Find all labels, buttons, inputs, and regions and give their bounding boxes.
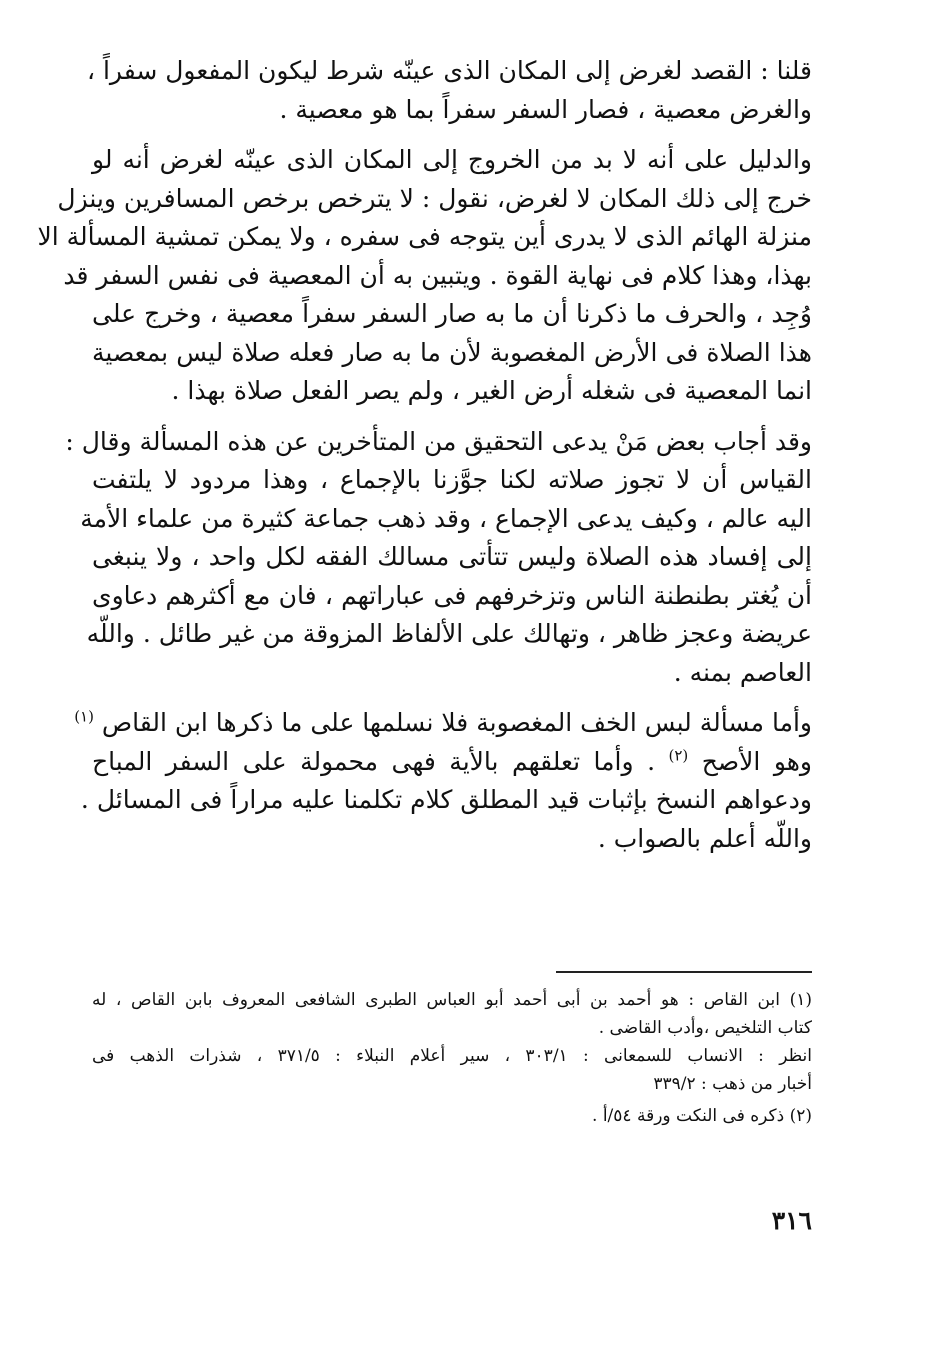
text-line: اليه عالم ، وكيف يدعى الإجماع ، وقد ذهب جماعة كثيرة من علماء الأمة	[80, 503, 812, 533]
text-line: انما المعصية فى شغله أرض الغير ، ولم يصر الفعل صلاة بهذا .	[171, 376, 812, 405]
text-line: وُجِد ، والحرف ما ذكرنا أن ما به صار السفر سفراً معصية ، وخرج على	[92, 299, 812, 328]
text-line: إلى إفساد هذه الصلاة وليس تتأتى مسالك الفقه لكل واحد ، ولا ينبغى	[92, 542, 812, 571]
paragraph-3	[65, 423, 812, 693]
text-line: ودعواهم النسخ بإثبات قيد المطلق كلام تكلمنا عليه مراراً فى المسائل .	[80, 785, 812, 814]
footnote-line: كتاب التلخيص ،وأدب القاضى .	[598, 1018, 812, 1038]
text-line: أن يُغتر بطنطنة الناس وتزخرفهم فى عباراتهم ، فان مع أكثرهم دعاوى	[92, 580, 812, 610]
text-line: القياس أن لا تجوز صلاته لكنا جوَّزنا بالإجماع ، وهذا مردود لا يلتفت	[92, 465, 812, 494]
footnote-line: (٢) ذكره فى النكت ورقة ٥٤/أ .	[592, 1106, 812, 1126]
text-line: بهذا، وهذا كلام فى نهاية القوة . ويتبين به أن المعصية فى نفس السفر قد	[63, 260, 812, 290]
footnote-ref-2[interactable]: (٢)	[668, 746, 689, 765]
text-line: هذا الصلاة فى الأرض المغصوبة لأن ما به صار فعله صلاة ليس بمعصية	[92, 337, 812, 367]
text-line: قلنا : القصد لغرض إلى المكان الذى عينّه شرط ليكون المفعول سفراً ،	[86, 56, 812, 85]
paragraph-2	[37, 141, 812, 411]
text-line: والغرض معصية ، فصار السفر سفراً بما هو معصية .	[279, 94, 812, 124]
text-line: والدليل على أنه لا بد من الخروج إلى المكان الذى عينّه لغرض أنه لو	[92, 145, 812, 174]
page-body	[37, 52, 812, 870]
footnote-line: انظر : الانساب للسمعانى : ٣٠٣/١ ، سير أعلام النبلاء : ٣٧١/٥ ، شذرات الذهب فى	[92, 1046, 812, 1066]
text-segment: وهو الأصح	[701, 746, 812, 776]
page-number: ٣١٦	[771, 1206, 812, 1235]
text-line	[92, 743, 812, 782]
footnote-line: أخبار من ذهب : ٣٣٩/٢	[653, 1074, 812, 1094]
footnote-2	[92, 1102, 812, 1130]
text-line: خرج إلى ذلك المكان لا لغرض، نقول : لا يترخص برخص المسافرين وينزل	[57, 183, 812, 213]
text-line: العاصم بمنه .	[673, 657, 812, 687]
text-line: واللّه أعلم بالصواب .	[597, 823, 812, 853]
footnote-divider	[556, 971, 812, 973]
text-line: وقد أجاب بعض مَنْ يدعى التحقيق من المتأخرين عن هذه المسألة وقال :	[65, 426, 812, 456]
text-segment: وأما مسألة لبس الخف المغصوبة فلا نسلمها على ما ذكرها ابن القاص	[101, 708, 812, 737]
text-line: منزلة الهائم الذى لا يدرى أين يتوجه فى سفره ، ولا يمكن تمشية المسألة الا	[37, 222, 812, 251]
paragraph-1	[86, 52, 812, 129]
footnote-1	[92, 986, 812, 1098]
footnote-ref-1[interactable]: (١)	[74, 707, 94, 726]
footnote-line: (١) ابن القاص : هو أحمد بن أبى أحمد أبو العباس الطبرى الشافعى المعروف بابن القاص ، له	[92, 990, 812, 1010]
text-segment: . وأما تعلقهم بالأية فهى محمولة على السفر المباح	[92, 746, 656, 776]
paragraph-4	[74, 704, 812, 858]
footnotes	[92, 986, 812, 1134]
text-line	[74, 704, 812, 743]
text-line: عريضة وعجز ظاهر ، وتهالك على الألفاظ المزوقة من غير طائل . واللّه	[86, 619, 812, 648]
